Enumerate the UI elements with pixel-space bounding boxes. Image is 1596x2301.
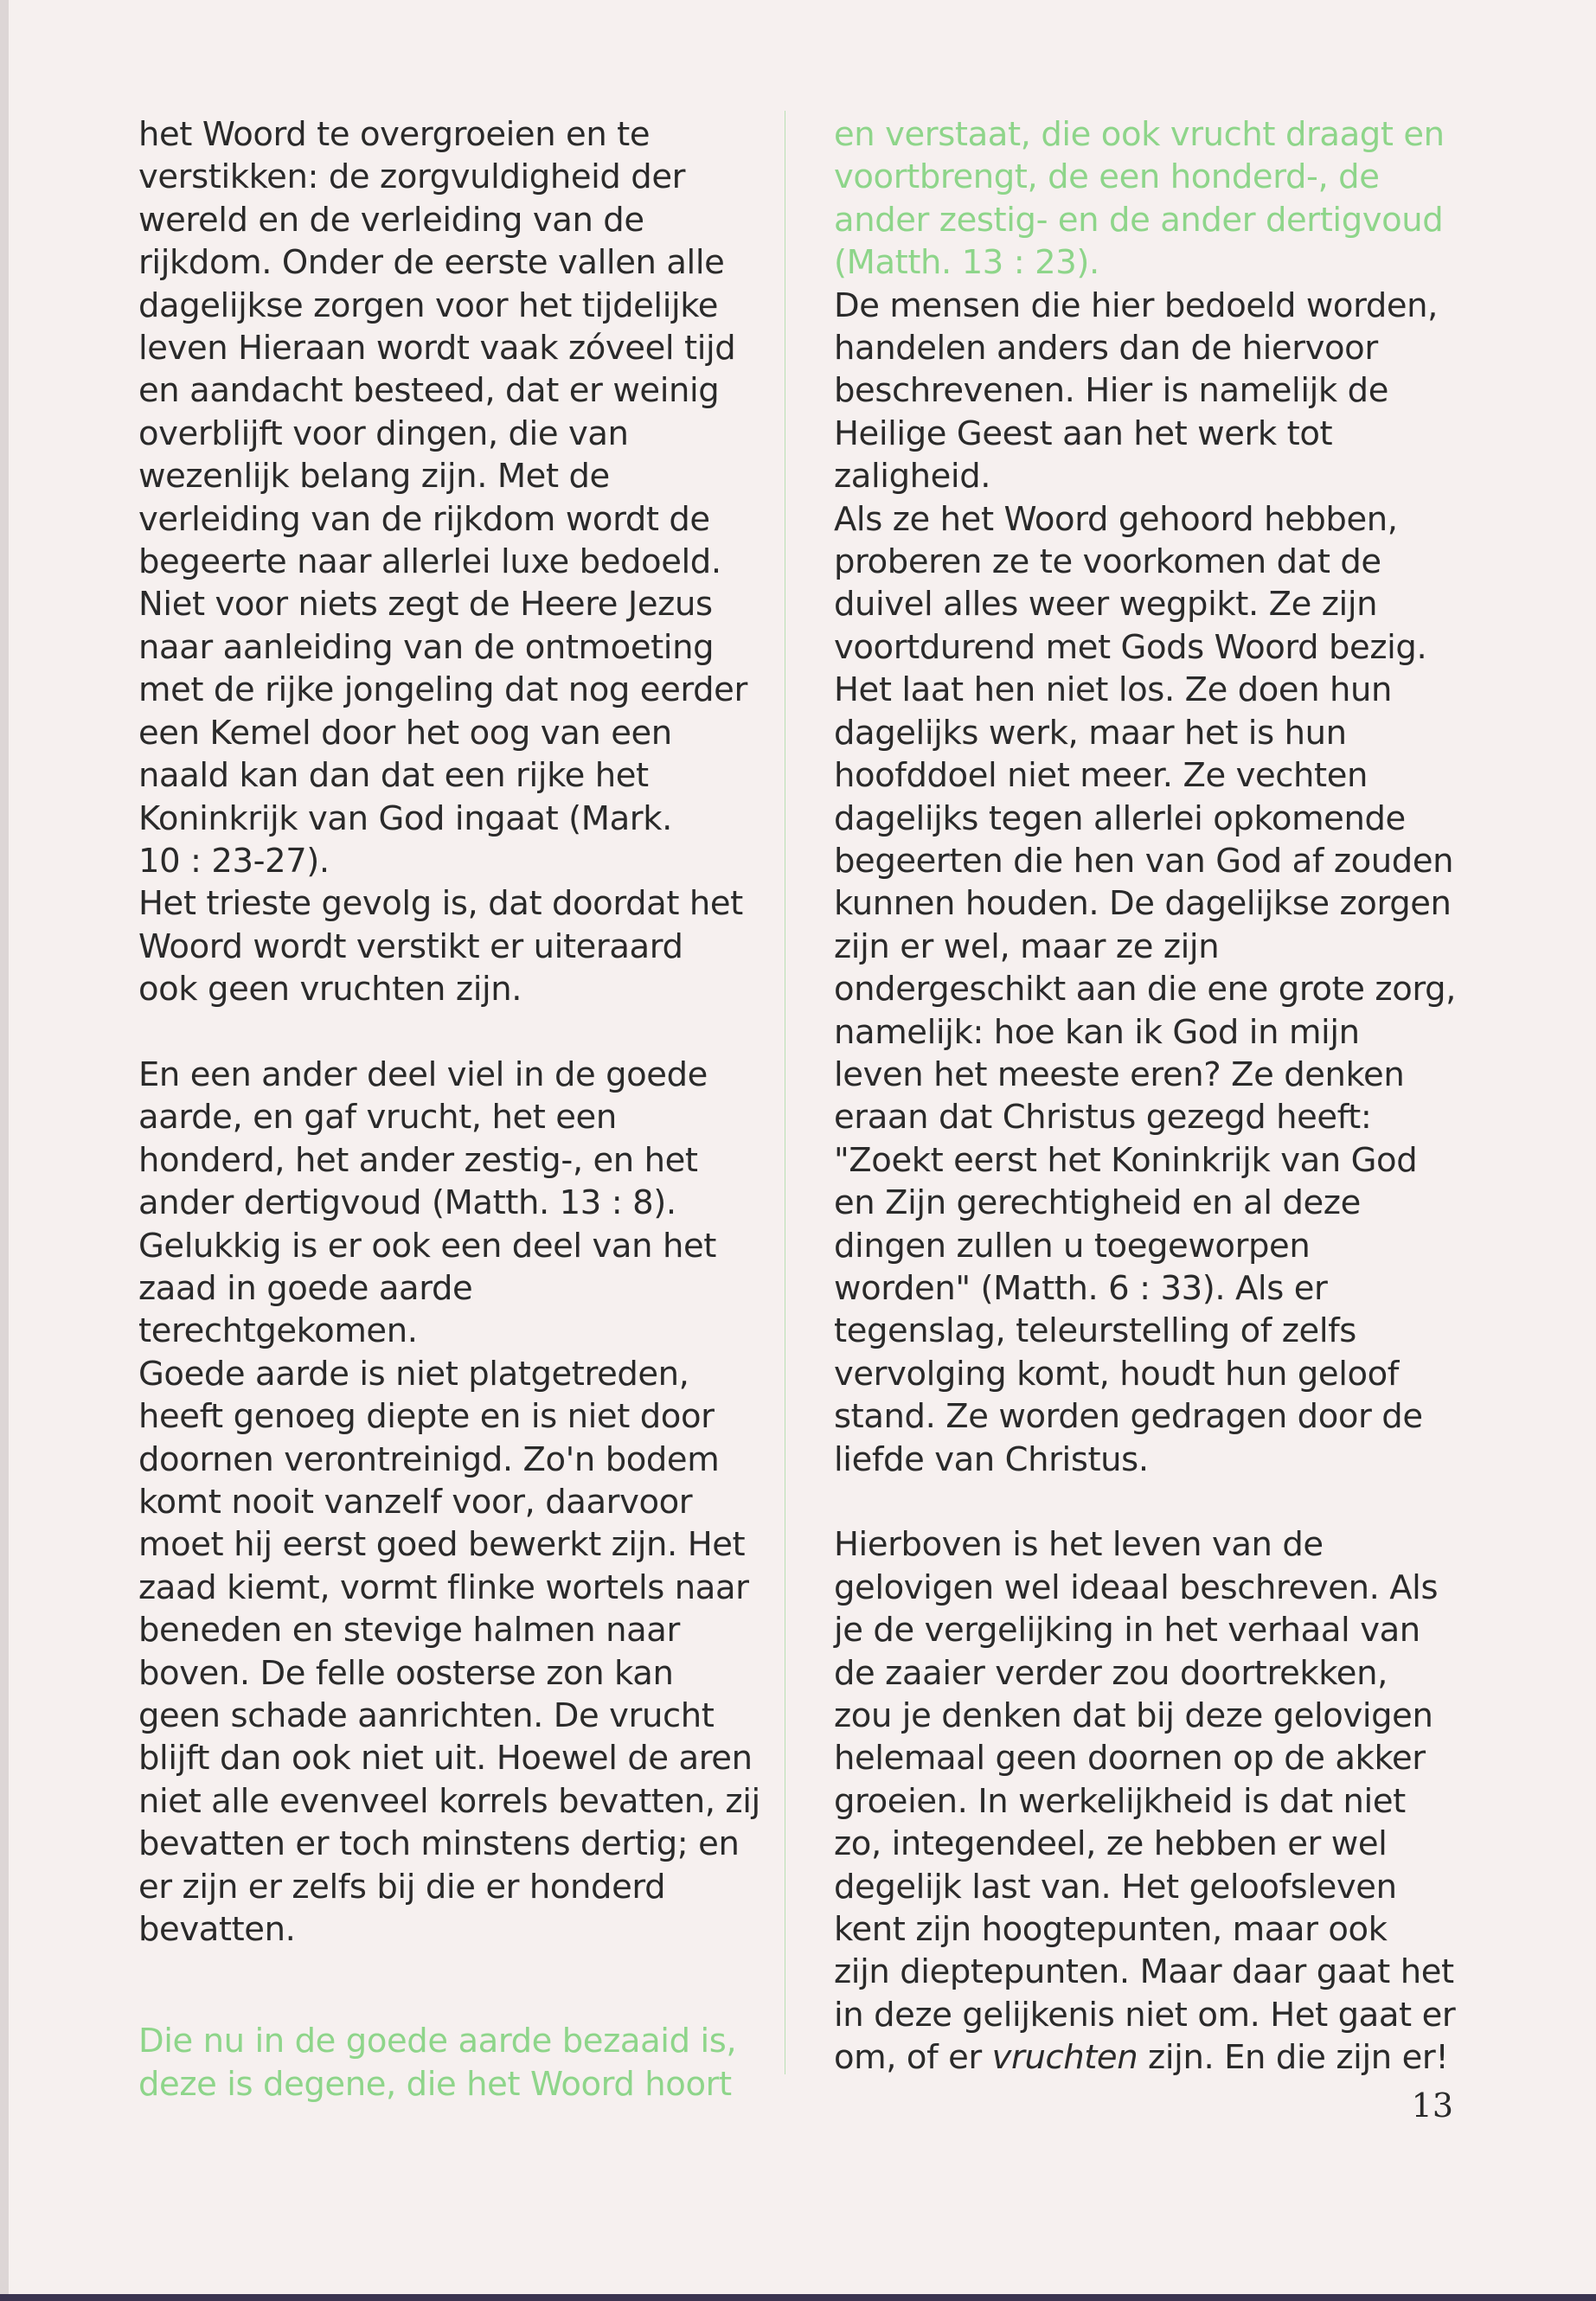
- paragraph: het Woord te overgroeien en te verstikken: de zorgvuldigheid der wereld en de verleiding van de rijkdom. Onder de eerste vallen alle dagelijkse zorgen voor het tijdelijke leven Hieraan wordt vaak zóveel tijd en aandacht besteed, dat er weinig overblijft voor dingen, die van wezenlijk belang zijn. Met de verleiding van de rijkdom wordt de begeerte naar allerlei luxe bedoeld. Niet voor niets zegt de Heere Jezus naar aanleiding van de ontmoeting met de rijke jongeling dat nog eerder een Kemel door het oog van een naald kan dan dat een rijke het Koninkrijk van God ingaat (Mark. 10 : 23-27).: [138, 115, 747, 881]
- scripture-quote: Die nu in de goede aarde bezaaid is, deze is degene, die het Woord hoort: [138, 2022, 737, 2104]
- page-edge: [0, 0, 9, 2301]
- paragraph-text: Hierboven is het leven van de gelovigen wel ideaal beschreven. Als je de vergelijking in het verhaal van de zaaier verder zou doortrekken, zou je denken dat bij deze gelovigen helemaal geen doornen op de akker groeien. In werkelijkheid is dat niet zo, integendeel, ze hebben er wel degelijk last van. Het geloofsleven kent zijn hoogtepunten, maar ook zijn dieptepunten. Maar daar gaat het in deze gelijkenis niet om. Het gaat er om, of er: [834, 1525, 1456, 2078]
- page-number: 13: [1411, 2086, 1453, 2125]
- left-column: [138, 113, 761, 2106]
- emphasis: vruchten: [991, 2038, 1138, 2078]
- right-column: [834, 113, 1474, 2080]
- paragraph: De mensen die hier bedoeld worden, handelen anders dan de hiervoor beschrevenen. Hier is namelijk de Heilige Geest aan het werk tot zaligheid.: [834, 285, 1438, 497]
- paragraph: En een ander deel viel in de goede aarde, en gaf vrucht, het een honderd, het ander zestig-, en het ander dertigvoud (Matth. 13 : 8). Gelukkig is er ook een deel van het zaad in goede aarde terechtgekomen. Goede aarde is niet platgetreden, heeft genoeg diepte en is niet door doornen verontreinigd. Zo'n bodem komt nooit vanzelf voor, daarvoor moet hij eerst goed bewerkt zijn. Het zaad kiemt, vormt flinke wortels naar beneden en stevige halmen naar boven. De felle oosterse zon kan geen schade aanrichten. De vrucht blijft dan ook niet uit. Hoewel de aren niet alle evenveel korrels bevatten, zij bevatten er toch minstens dertig; en er zijn er zelfs bij die er honderd bevatten.: [138, 1054, 760, 1950]
- paragraph-text: zijn. En die zijn er!: [1138, 2038, 1449, 2078]
- paragraph: Als ze het Woord gehoord hebben, proberen ze te voorkomen dat de duivel alles weer wegpikt. Ze zijn voortdurend met Gods Woord bezig. Het laat hen niet los. Ze doen hun dagelijks werk, maar het is hun hoofddoel niet meer. Ze vechten dagelijks tegen allerlei opkomende begeerten die hen van God af zouden kunnen houden. De dagelijkse zorgen zijn er wel, maar ze zijn ondergeschikt aan die ene grote zorg, namelijk: hoe kan ik God in mijn leven het meeste eren? Ze denken eraan dat Christus gezegd heeft: "Zoekt eerst het Koninkrijk van God en Zijn gerechtigheid en al deze dingen zullen u toegeworpen worden" (Matth. 6 : 33). Als er tegenslag, teleurstelling of zelfs vervolging komt, houdt hun geloof stand. Ze worden gedragen door de liefde van Christus.: [834, 499, 1456, 1479]
- scripture-quote: en verstaat, die ook vrucht draagt en voortbrengt, de een honderd-, de ander zestig- en de ander dertigvoud (Matth. 13 : 23).: [834, 115, 1445, 283]
- page-bottom-edge: [0, 2294, 1596, 2301]
- paragraph: Het trieste gevolg is, dat doordat het Woord wordt verstikt er uiteraard ook geen vruchten zijn.: [138, 884, 743, 1009]
- paragraph: [834, 1523, 1474, 2079]
